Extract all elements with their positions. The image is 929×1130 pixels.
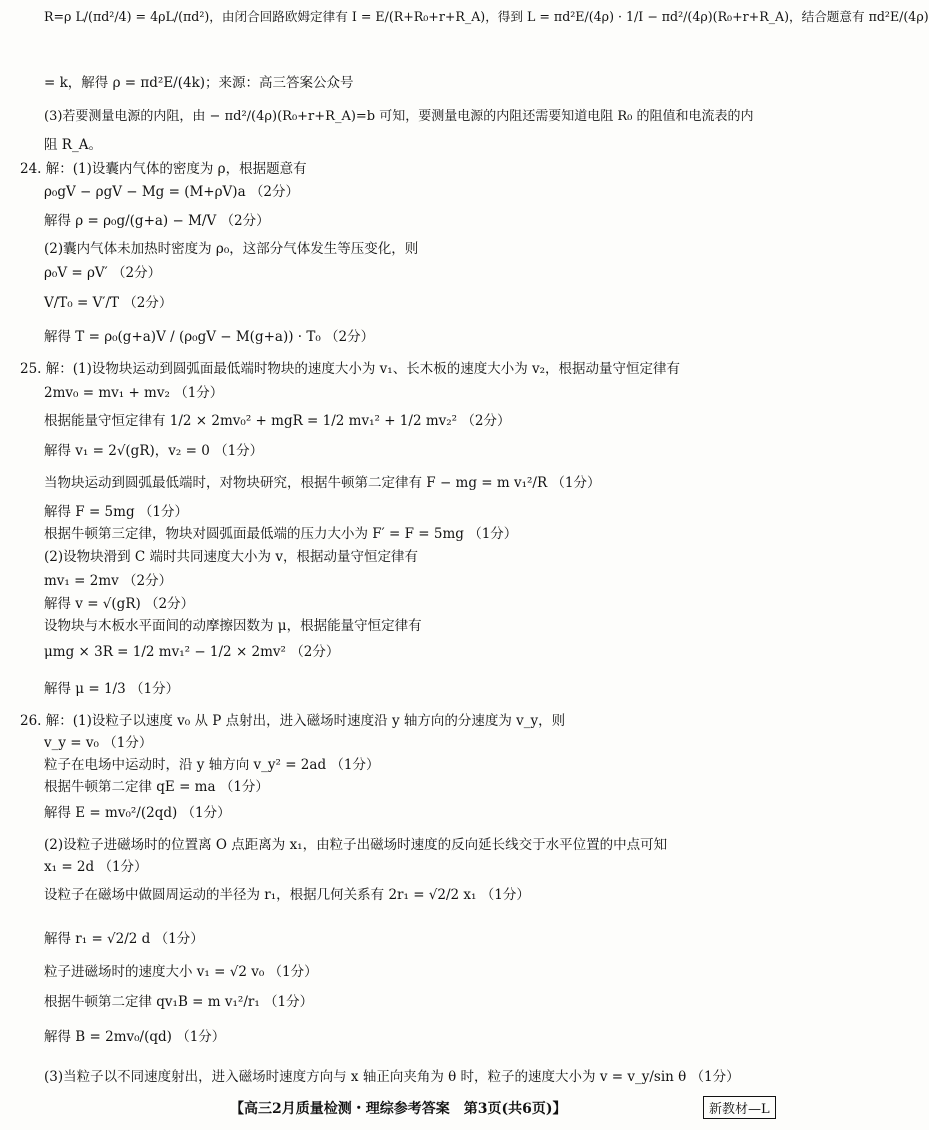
line-0: R=ρ L/(πd²/4) = 4ρL/(πd²)，由闭合回路欧姆定律有 I = E/(R+R₀+r+R_A)，得到 L = πd²E/(4ρ) · 1/I − πd²/(4ρ)(R₀+r+R_A)，结合题意有 πd²E/(4ρ)	[44, 9, 929, 24]
line-33: 粒子进磁场时的速度大小 v₁ = √2 v₀ （1分）	[44, 964, 318, 980]
line-5: ρ₀gV − ρgV − Mg = (M+ρV)a （2分）	[44, 184, 299, 200]
line-21: 设物块与木板水平面间的动摩擦因数为 μ，根据能量守恒定律有	[44, 618, 422, 634]
line-16: 解得 F = 5mg （1分）	[44, 504, 188, 520]
line-19: mv₁ = 2mv （2分）	[44, 573, 173, 589]
line-31: 设粒子在磁场中做圆周运动的半径为 r₁，根据几何关系有 2r₁ = √2/2 x₁ （1分）	[44, 887, 530, 903]
line-2: (3)若要测量电源的内阻，由 − πd²/(4ρ)(R₀+r+R_A)=b 可知，要测量电源的内阻还需要知道电阻 R₀ 的阻值和电流表的内	[44, 109, 754, 124]
line-23: 解得 μ = 1/3 （1分）	[44, 681, 180, 697]
line-6: 解得 ρ = ρ₀g/(g+a) − M/V （2分）	[44, 213, 270, 229]
line-13: 根据能量守恒定律有 1/2 × 2mv₀² + mgR = 1/2 mv₁² + 1/2 mv₂² （2分）	[44, 413, 511, 429]
line-4: 24. 解：(1)设囊内气体的密度为 ρ，根据题意有	[20, 161, 307, 177]
line-1: = k，解得 ρ = πd²E/(4k)；来源：高三答案公众号	[44, 75, 354, 91]
line-14: 解得 v₁ = 2√(gR)，v₂ = 0 （1分）	[44, 443, 264, 459]
edition-badge: 新教材—L	[703, 1096, 776, 1119]
line-29: (2)设粒子进磁场时的位置离 O 点距离为 x₁，由粒子出磁场时速度的反向延长线交于水平位置的中点可知	[44, 837, 668, 853]
line-27: 根据牛顿第二定律 qE = ma （1分）	[44, 779, 269, 795]
line-9: V/T₀ = V′/T （2分）	[44, 295, 173, 311]
line-8: ρ₀V = ρV′ （2分）	[44, 265, 162, 281]
line-36: (3)当粒子以不同速度射出，进入磁场时速度方向与 x 轴正向夹角为 θ 时，粒子的速度大小为 v = v_y/sin θ （1分）	[44, 1069, 740, 1085]
line-17: 根据牛顿第三定律，物块对圆弧面最低端的压力大小为 F′ = F = 5mg （1分）	[44, 526, 518, 542]
line-28: 解得 E = mv₀²/(2qd) （1分）	[44, 805, 231, 821]
line-15: 当物块运动到圆弧最低端时，对物块研究，根据牛顿第二定律有 F − mg = m v₁²/R （1分）	[44, 475, 601, 491]
line-22: μmg × 3R = 1/2 mv₁² − 1/2 × 2mv² （2分）	[44, 644, 340, 660]
line-11: 25. 解：(1)设物块运动到圆弧面最低端时物块的速度大小为 v₁、长木板的速度大小为 v₂，根据动量守恒定律有	[20, 361, 681, 377]
line-32: 解得 r₁ = √2/2 d （1分）	[44, 931, 204, 947]
footer-title: 【高三2月质量检测・理综参考答案 第3页(共6页)】	[230, 1101, 567, 1117]
line-7: (2)囊内气体未加热时密度为 ρ₀，这部分气体发生等压变化，则	[44, 241, 419, 257]
line-35: 解得 B = 2mv₀/(qd) （1分）	[44, 1029, 226, 1045]
line-24: 26. 解：(1)设粒子以速度 v₀ 从 P 点射出，进入磁场时速度沿 y 轴方向的分速度为 v_y，则	[20, 713, 566, 729]
line-10: 解得 T = ρ₀(g+a)V / (ρ₀gV − M(g+a)) · T₀ （2分）	[44, 329, 375, 345]
line-12: 2mv₀ = mv₁ + mv₂ （1分）	[44, 385, 224, 401]
line-3: 阻 R_A。	[44, 137, 102, 153]
line-18: (2)设物块滑到 C 端时共同速度大小为 v，根据动量守恒定律有	[44, 549, 418, 565]
line-30: x₁ = 2d （1分）	[44, 859, 148, 875]
line-25: v_y = v₀ （1分）	[44, 735, 153, 751]
line-34: 根据牛顿第二定律 qv₁B = m v₁²/r₁ （1分）	[44, 994, 314, 1010]
line-26: 粒子在电场中运动时，沿 y 轴方向 v_y² = 2ad （1分）	[44, 757, 380, 773]
line-20: 解得 v = √(gR) （2分）	[44, 596, 195, 612]
